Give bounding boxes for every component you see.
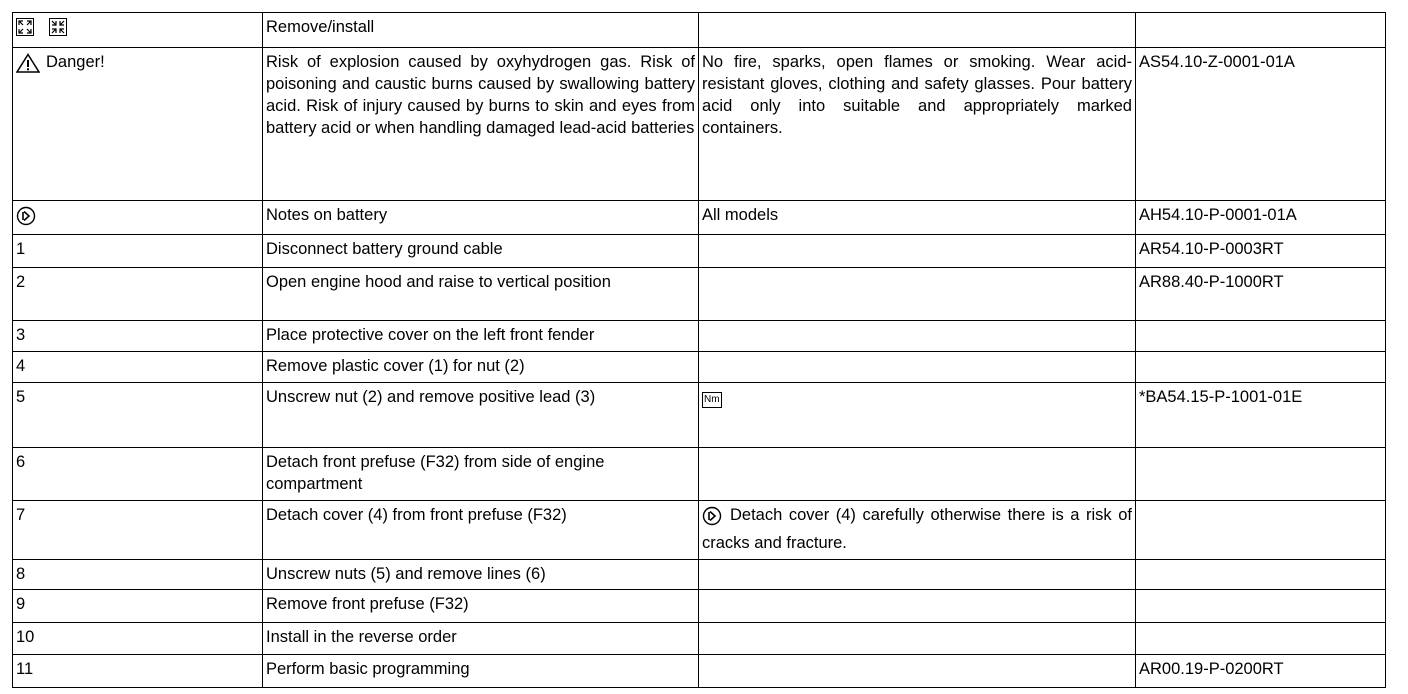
remark-cell xyxy=(699,352,1136,383)
remark-cell xyxy=(699,235,1136,268)
table-row xyxy=(13,448,1386,501)
table-row xyxy=(13,48,1386,201)
remark-cell: All models xyxy=(699,201,1136,235)
table-row xyxy=(13,590,1386,623)
description-cell: Detach front prefuse (F32) from side of engine compartment xyxy=(263,448,699,501)
step-cell: 11 xyxy=(13,655,263,688)
description-cell: Risk of explosion caused by oxyhydrogen gas. Risk of poisoning and caustic burns caused by swallowing battery acid. Risk of injury caused by burns to skin and eyes from battery acid or when handling damaged lead-acid batteries xyxy=(263,48,699,201)
description-cell: Unscrew nut (2) and remove positive lead (3) xyxy=(263,383,699,448)
reference-cell xyxy=(1136,501,1386,560)
table-row xyxy=(13,321,1386,352)
reference-cell xyxy=(1136,13,1386,48)
remark-cell xyxy=(699,655,1136,688)
remark-cell xyxy=(699,13,1136,48)
remark-cell xyxy=(699,268,1136,321)
reference-cell: *BA54.15-P-1001-01E xyxy=(1136,383,1386,448)
step-cell: 5 xyxy=(13,383,263,448)
description-cell: Perform basic programming xyxy=(263,655,699,688)
step-cell: 2 xyxy=(13,268,263,321)
table-row xyxy=(13,352,1386,383)
reference-cell xyxy=(1136,623,1386,655)
description-cell: Place protective cover on the left front fender xyxy=(263,321,699,352)
description-cell: Install in the reverse order xyxy=(263,623,699,655)
remark-cell xyxy=(699,321,1136,352)
remark-cell: No fire, sparks, open flames or smoking. Wear acid-resistant gloves, clothing and safety glasses. Pour battery acid only into suitable and appropriately marked containers. xyxy=(699,48,1136,201)
table-row xyxy=(13,268,1386,321)
description-cell: Unscrew nuts (5) and remove lines (6) xyxy=(263,560,699,590)
step-cell: 4 xyxy=(13,352,263,383)
removal-icon xyxy=(16,18,34,42)
step-cell: 9 xyxy=(13,590,263,623)
step-cell: 1 xyxy=(13,235,263,268)
reference-cell xyxy=(1136,448,1386,501)
step-cell: 7 xyxy=(13,501,263,560)
table-row xyxy=(13,201,1386,235)
note-icon xyxy=(702,506,722,532)
description-cell: Disconnect battery ground cable xyxy=(263,235,699,268)
remark-cell xyxy=(699,623,1136,655)
torque-nm-icon[interactable]: Nm xyxy=(702,392,722,408)
step-cell: 6 xyxy=(13,448,263,501)
step-cell: 10 xyxy=(13,623,263,655)
description-cell: Detach cover (4) from front prefuse (F32) xyxy=(263,501,699,560)
table-row xyxy=(13,560,1386,590)
reference-cell xyxy=(1136,321,1386,352)
table-row xyxy=(13,383,1386,448)
danger-label: Danger! xyxy=(46,53,105,71)
table-row xyxy=(13,501,1386,560)
description-cell: Remove plastic cover (1) for nut (2) xyxy=(263,352,699,383)
reference-cell: AR00.19-P-0200RT xyxy=(1136,655,1386,688)
step-cell xyxy=(13,13,263,48)
step-cell xyxy=(13,48,263,201)
reference-cell: AR54.10-P-0003RT xyxy=(1136,235,1386,268)
procedure-table xyxy=(12,12,1386,688)
description-cell: Remove/install xyxy=(263,13,699,48)
table-row xyxy=(13,235,1386,268)
warning-triangle-icon xyxy=(16,53,40,79)
reference-cell xyxy=(1136,352,1386,383)
remark-cell xyxy=(699,501,1136,560)
remark-cell xyxy=(699,590,1136,623)
installation-icon xyxy=(49,18,67,42)
step-cell: 3 xyxy=(13,321,263,352)
caution-note-text: Detach cover (4) carefully otherwise there is a risk of cracks and fracture. xyxy=(702,506,1132,552)
description-cell: Open engine hood and raise to vertical position xyxy=(263,268,699,321)
reference-cell: AR88.40-P-1000RT xyxy=(1136,268,1386,321)
step-cell: 8 xyxy=(13,560,263,590)
table-row xyxy=(13,623,1386,655)
reference-cell: AS54.10-Z-0001-01A xyxy=(1136,48,1386,201)
reference-cell xyxy=(1136,590,1386,623)
remark-cell xyxy=(699,560,1136,590)
reference-cell xyxy=(1136,560,1386,590)
reference-cell: AH54.10-P-0001-01A xyxy=(1136,201,1386,235)
remark-cell xyxy=(699,448,1136,501)
description-cell: Notes on battery xyxy=(263,201,699,235)
table-row xyxy=(13,13,1386,48)
description-cell: Remove front prefuse (F32) xyxy=(263,590,699,623)
note-icon xyxy=(16,206,36,232)
remark-cell xyxy=(699,383,1136,448)
step-cell xyxy=(13,201,263,235)
table-row xyxy=(13,655,1386,688)
